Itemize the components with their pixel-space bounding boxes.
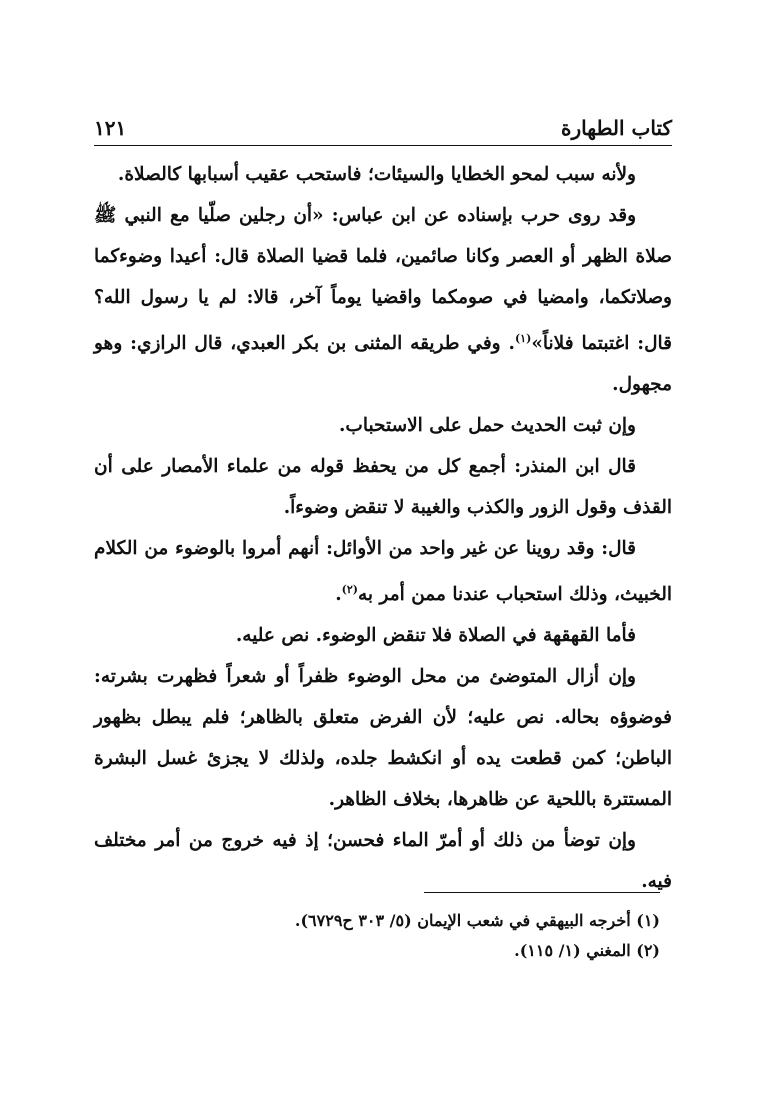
page-number: ١٢١: [94, 116, 127, 140]
running-title: كتاب الطهارة: [561, 116, 672, 140]
paragraph: [94, 820, 672, 902]
paragraph-text: وإن توضأ من ذلك أو أمرّ الماء فحسن؛ إذ فيه خروج من أمر مختلف فيه.: [94, 830, 672, 893]
paragraph: [94, 528, 672, 615]
paragraph-text: قال ابن المنذر: أجمع كل من يحفظ قوله من علماء الأمصار على أن القذف وقول الزور والكذب والغيبة لا تنقض وضوءاً.: [94, 456, 672, 519]
paragraph: [94, 615, 672, 656]
body-text: [94, 154, 672, 902]
paragraph: [94, 195, 672, 405]
paragraph-text: .: [335, 584, 342, 606]
footnote-ref: (٢): [341, 583, 358, 597]
paragraph-text: قال: وقد روينا عن غير واحد من الأوائل: أنهم أمروا بالوضوء من الكلام الخبيث، وذلك استحباب عندنا ممن أمر به: [94, 538, 672, 606]
footnote-divider: [424, 892, 660, 893]
paragraph: [94, 154, 672, 195]
paragraph-text: فأما القهقهة في الصلاة فلا تنقض الوضوء. نص عليه.: [235, 625, 636, 647]
footnote-ref: (١): [514, 332, 532, 345]
footnote: (١) أخرجه البيهقي في شعب الإيمان (٥/ ٣٠٣ ح٦٧٢٩).: [294, 911, 660, 930]
paragraph: [94, 405, 672, 446]
paragraph-text: ولأنه سبب لمحو الخطايا والسيئات؛ فاستحب عقيب أسبابها كالصلاة.: [117, 164, 636, 185]
paragraph-text: وإن أزال المتوضئ من محل الوضوء ظفراً أو شعراً فظهرت بشرته: فوضوؤه بحاله. نص عليه؛ لأن الفرض متعلق بالظاهر؛ فلم يبطل بظهور الباطن؛ كمن قطعت يده أو انكشط جلده، ولذلك لا يجزئ غسل البشرة المستترة باللحية عن ظاهرها، بخلاف الظاهر.: [94, 666, 672, 811]
footnotes: [94, 906, 672, 966]
paragraph: [94, 656, 672, 820]
footnote: (٢) المغني (١/ ١١٥).: [514, 941, 660, 960]
paragraph-text: وقد روى حرب بإسناده عن ابن عباس: «أن رجلين صلّيا مع النبي ﷺ صلاة الظهر أو العصر وكانا صائمين، فلما قضيا الصلاة قال: أعيدا وضوءكما وصلاتكما، وامضيا في صومكما واقضيا يوماً آخر، قالا: لم يا رسول الله؟ قال: اغتبتما فلاناً»: [94, 205, 672, 355]
paragraph: [94, 446, 672, 528]
page-header: [94, 113, 672, 146]
paragraph-text: . وفي طريقه المثنى بن بكر العبدي، قال الرازي: وهو مجهول.: [94, 333, 672, 396]
paragraph-text: وإن ثبت الحديث حمل على الاستحباب.: [338, 415, 636, 437]
